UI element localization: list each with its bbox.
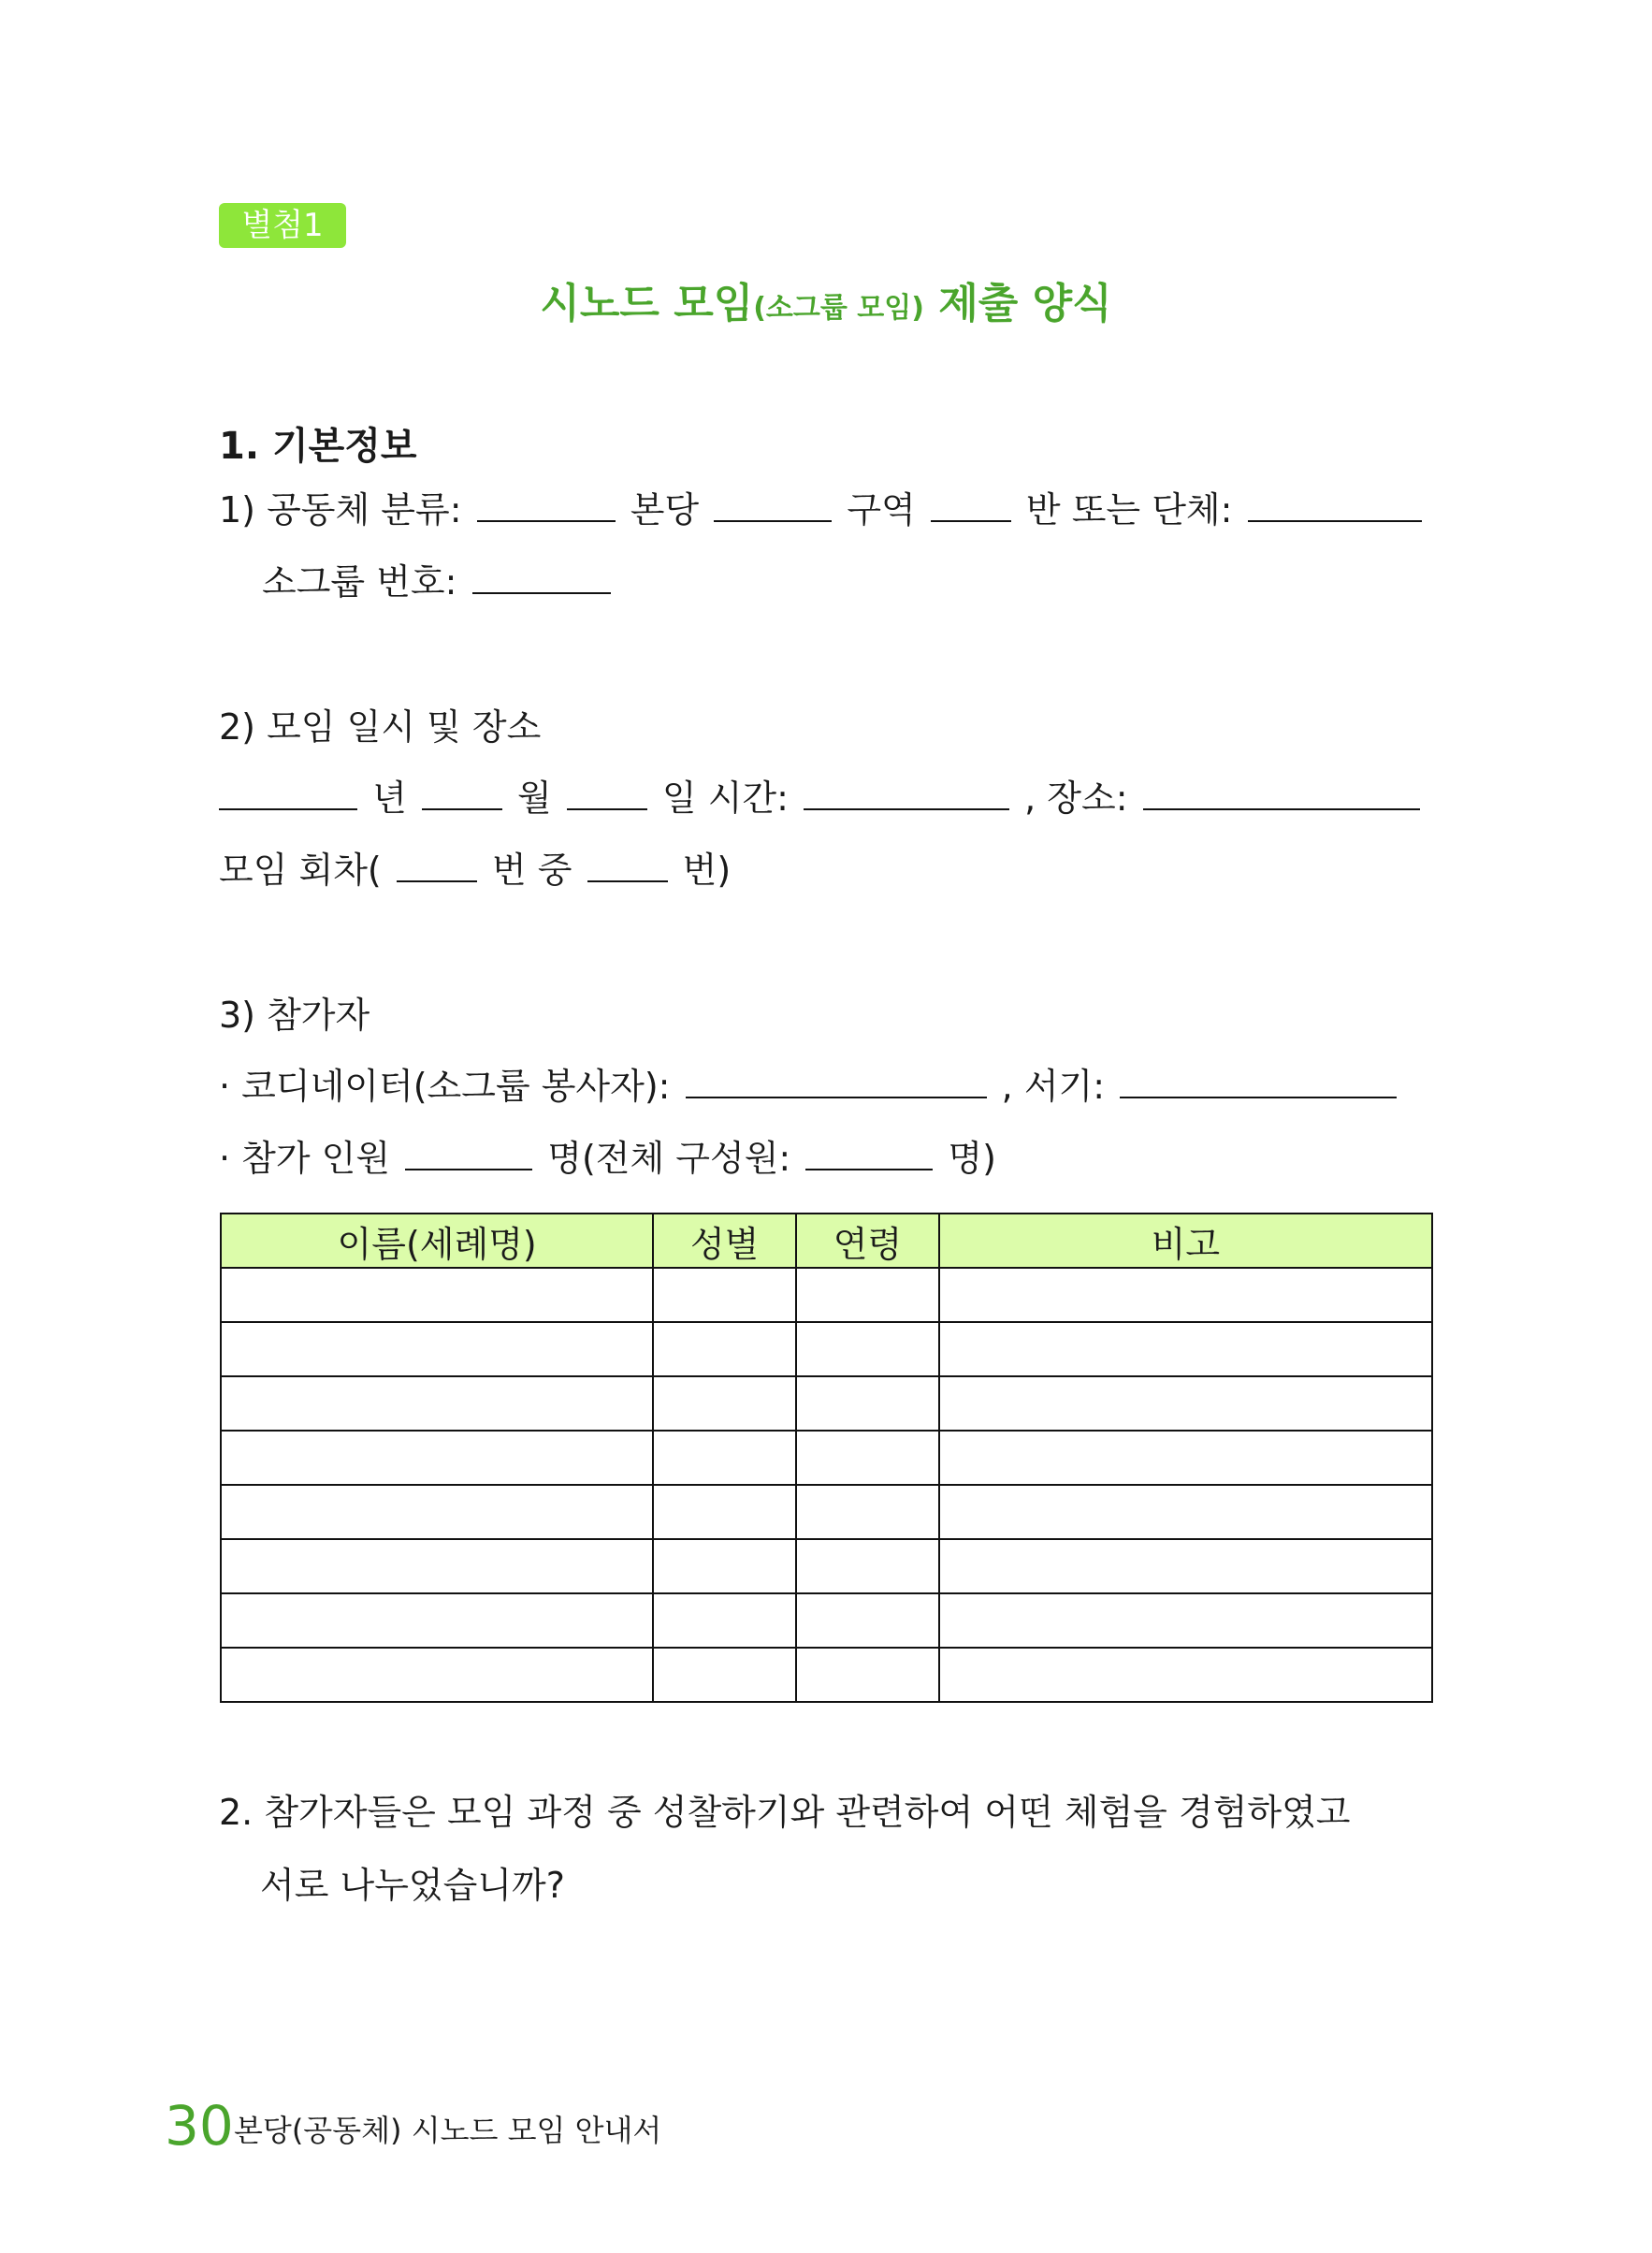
table-cell[interactable] [653, 1593, 796, 1648]
col-age: 연령 [796, 1214, 939, 1268]
table-row [221, 1593, 1432, 1648]
table-cell[interactable] [939, 1376, 1432, 1431]
page-title [0, 269, 1652, 329]
table-row [221, 1431, 1432, 1485]
question-line2: 서로 나누었습니까? [260, 1865, 565, 1906]
datetime-heading: 2) 모임 일시 및 장소 [219, 706, 542, 748]
table-cell[interactable] [653, 1485, 796, 1539]
table-row [221, 1268, 1432, 1322]
table-cell[interactable] [221, 1431, 653, 1485]
community-line: 1) 공동체 분류: 본당 구역 반 또는 단체: [219, 487, 1426, 533]
col-note: 비고 [939, 1214, 1432, 1268]
table-cell[interactable] [796, 1485, 939, 1539]
table-cell[interactable] [653, 1376, 796, 1431]
day-blank[interactable] [567, 807, 647, 810]
table-cell[interactable] [653, 1431, 796, 1485]
title-end: 제출 양식 [923, 280, 1112, 327]
place-blank[interactable] [1143, 807, 1420, 810]
table-cell[interactable] [221, 1322, 653, 1376]
table-row [221, 1322, 1432, 1376]
table-cell[interactable] [653, 1268, 796, 1322]
table-cell[interactable] [221, 1376, 653, 1431]
year-blank[interactable] [219, 807, 357, 810]
table-cell[interactable] [939, 1539, 1432, 1593]
question-line1: 2. 참가자들은 모임 과정 중 성찰하기와 관련하여 어떤 체험을 경험하였고 [219, 1792, 1351, 1833]
session-current-blank[interactable] [397, 879, 477, 882]
title-sub: (소그룹 모임) [753, 292, 924, 325]
table-cell[interactable] [796, 1539, 939, 1593]
col-gender: 성별 [653, 1214, 796, 1268]
session-total-blank[interactable] [587, 879, 668, 882]
table-cell[interactable] [796, 1593, 939, 1648]
table-cell[interactable] [939, 1593, 1432, 1648]
table-cell[interactable] [653, 1648, 796, 1702]
col-name: 이름(세례명) [221, 1214, 653, 1268]
attachment-tag: 별첨1 [219, 203, 346, 248]
table-cell[interactable] [796, 1322, 939, 1376]
attendance-line: · 참가 인원 명(전체 구성원: 명) [219, 1138, 996, 1179]
table-row [221, 1376, 1432, 1431]
community-type-blank[interactable] [477, 519, 616, 522]
table-cell[interactable] [796, 1376, 939, 1431]
smallgroup-number-blank[interactable] [472, 591, 611, 594]
month-blank[interactable] [422, 807, 502, 810]
coordinator-blank[interactable] [686, 1096, 987, 1098]
table-cell[interactable] [796, 1431, 939, 1485]
table-cell[interactable] [653, 1539, 796, 1593]
district-blank[interactable] [931, 519, 1011, 522]
table-cell[interactable] [939, 1322, 1432, 1376]
table-cell[interactable] [221, 1593, 653, 1648]
page-number: 30 [165, 2094, 234, 2158]
session-line: 모임 회차( 번 중 번) [219, 850, 732, 891]
coordinator-line: · 코디네이터(소그룹 봉사자): , 서기: [219, 1063, 1400, 1110]
table-cell[interactable] [221, 1648, 653, 1702]
attendance-blank[interactable] [405, 1168, 532, 1170]
footer-title: 본당(공동체) 시노드 모임 안내서 [234, 2113, 662, 2148]
datetime-line: 년 월 일 시간: , 장소: [219, 775, 1424, 821]
table-header-row [221, 1214, 1432, 1268]
participants-table [220, 1213, 1433, 1703]
table-cell[interactable] [796, 1648, 939, 1702]
members-total-blank[interactable] [805, 1168, 933, 1170]
table-cell[interactable] [796, 1268, 939, 1322]
table-cell[interactable] [939, 1485, 1432, 1539]
section1-heading: 1. 기본정보 [219, 425, 417, 468]
table-cell[interactable] [221, 1268, 653, 1322]
table-cell[interactable] [221, 1485, 653, 1539]
table-cell[interactable] [939, 1648, 1432, 1702]
table-body [221, 1268, 1432, 1702]
table-cell[interactable] [221, 1539, 653, 1593]
table-cell[interactable] [653, 1322, 796, 1376]
group-blank[interactable] [1248, 519, 1422, 522]
participants-heading: 3) 참가자 [219, 995, 370, 1036]
parish-blank[interactable] [714, 519, 832, 522]
title-main: 시노드 모임 [540, 280, 754, 327]
time-blank[interactable] [804, 807, 1009, 810]
table-row [221, 1539, 1432, 1593]
secretary-blank[interactable] [1120, 1096, 1397, 1098]
table-row [221, 1485, 1432, 1539]
table-cell[interactable] [939, 1431, 1432, 1485]
smallgroup-number-line: 소그룹 번호: [262, 559, 615, 605]
table-cell[interactable] [939, 1268, 1432, 1322]
table-row [221, 1648, 1432, 1702]
